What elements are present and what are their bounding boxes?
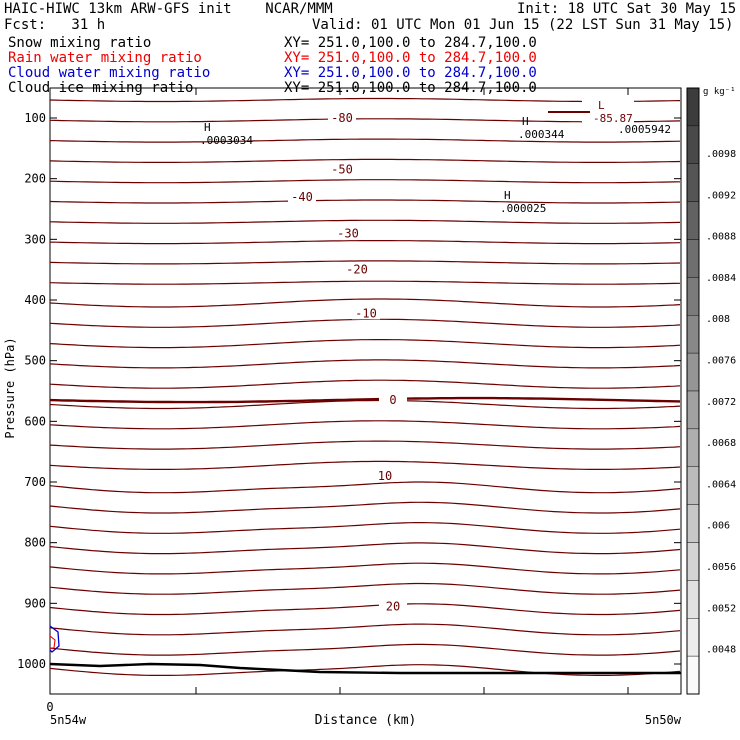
- field-xy-snow: XY= 251.0,100.0 to 284.7,100.0: [284, 35, 537, 51]
- isotherm-line: [50, 604, 680, 615]
- extremum-H-mark: H: [204, 121, 211, 134]
- isotherm-line: [50, 502, 680, 513]
- colorbar-segment: [687, 88, 699, 126]
- field-label-cloud-ice: Cloud ice mixing ratio: [8, 80, 194, 96]
- plot-frame: [50, 88, 681, 694]
- isotherm-line: [50, 281, 680, 284]
- colorbar-label: .0076: [706, 355, 737, 367]
- x-tick-label-left: 5n54w: [50, 713, 87, 727]
- contour-label-10: 10: [377, 468, 393, 483]
- colorbar-label: .006: [706, 520, 731, 532]
- y-tick-label-400: 400: [24, 293, 46, 307]
- extremum-value: .0005942: [618, 123, 671, 136]
- y-tick-label-100: 100: [24, 111, 46, 125]
- colorbar-label: .0088: [706, 231, 737, 243]
- colorbar-label: .0084: [706, 272, 737, 284]
- colorbar-label: .008: [706, 314, 731, 326]
- colorbar-unit: g kg⁻¹: [703, 87, 736, 97]
- isotherm-line: [50, 139, 680, 142]
- colorbar-label: .0048: [706, 644, 737, 656]
- isotherm-line: [50, 319, 680, 327]
- field-xy-cloud-water: XY= 251.0,100.0 to 284.7,100.0: [284, 65, 537, 81]
- x-tick-label-zero: 0: [46, 700, 54, 714]
- y-tick-label-900: 900: [24, 596, 46, 611]
- extremum-value: .000344: [518, 128, 565, 141]
- colorbar-segment: [687, 240, 699, 278]
- isotherm-line: [50, 200, 680, 203]
- contour-label--20: -20: [346, 262, 368, 277]
- contour-label--80: -80: [331, 111, 353, 125]
- x-tick-label-right: 5n50w: [644, 713, 681, 727]
- header-title: HAIC-HIWC 13km ARW-GFS init NCAR/MMM: [4, 1, 333, 17]
- contour-label--40: -40: [291, 189, 313, 204]
- isotherm-line: [50, 241, 680, 244]
- colorbar-segment: [687, 467, 699, 505]
- colorbar-label: .0098: [706, 149, 737, 160]
- contour-label--10: -10: [355, 306, 377, 321]
- colorbar-segment: [687, 126, 699, 164]
- isotherm-line: [50, 624, 680, 635]
- y-tick-label-700: 700: [24, 475, 46, 489]
- contour-group: [50, 99, 680, 676]
- colorbar-segment: [687, 202, 699, 240]
- isotherm-line: [50, 421, 680, 429]
- colorbar-label: .0092: [706, 190, 737, 202]
- field-xy-rain: XY= 251.0,100.0 to 284.7,100.0: [284, 50, 537, 66]
- extremum-L-value: -85.87: [593, 112, 633, 125]
- y-tick-label-1000: 1000: [17, 657, 46, 671]
- contour-label-0: 0: [389, 393, 397, 408]
- extremum-H-mark: H: [522, 115, 529, 128]
- extremum-value: .000025: [500, 202, 547, 215]
- contour-label-20: 20: [385, 599, 401, 614]
- contour-label--30: -30: [337, 226, 359, 241]
- rain-water-contour: [50, 636, 55, 648]
- contour-label--50: -50: [331, 162, 353, 177]
- isotherm-line: [50, 563, 680, 574]
- extremum-value: .0003034: [200, 134, 253, 147]
- isotherm-line: [50, 461, 680, 469]
- freezing-level-line: [50, 398, 680, 402]
- header-valid: Valid: 01 UTC Mon 01 Jun 15 (22 LST Sun 31 May 15): [312, 17, 734, 33]
- isotherm-line: [50, 360, 680, 368]
- y-axis-label: Pressure (hPa): [3, 337, 17, 439]
- header-forecast: Fcst: 31 h: [4, 17, 106, 33]
- colorbar-segment: [687, 505, 699, 543]
- isotherm-line: [50, 584, 680, 595]
- terrain-line: [50, 664, 681, 673]
- colorbar-segment: [687, 429, 699, 467]
- colorbar-segment: [687, 277, 699, 315]
- isotherm-line: [50, 380, 680, 388]
- colorbar-label: .0056: [706, 562, 737, 573]
- y-tick-label-500: 500: [24, 353, 46, 368]
- extremum-L-mark: L: [598, 99, 605, 112]
- colorbar-segment: [687, 618, 699, 656]
- x-axis-label: Distance (km): [314, 713, 417, 728]
- y-tick-label-300: 300: [24, 232, 46, 247]
- colorbar-segment: [687, 580, 699, 618]
- colorbar-segment: [687, 353, 699, 391]
- isotherm-line: [50, 543, 680, 554]
- colorbar-segment: [687, 315, 699, 353]
- colorbar-label: .0064: [706, 479, 737, 491]
- y-tick-label-600: 600: [24, 414, 46, 429]
- header-init: Init: 18 UTC Sat 30 May 15: [517, 1, 737, 17]
- colorbar-label: .0072: [706, 396, 737, 408]
- field-xy-cloud-ice: XY= 251.0,100.0 to 284.7,100.0: [284, 80, 537, 96]
- isotherm-line: [50, 523, 680, 534]
- extremum-H-mark: H: [504, 189, 511, 202]
- isotherm-line: [50, 180, 680, 183]
- field-label-snow: Snow mixing ratio: [8, 35, 152, 51]
- colorbar-segment: [687, 543, 699, 581]
- isotherm-line: [50, 340, 680, 348]
- field-label-cloud-water: Cloud water mixing ratio: [8, 65, 211, 81]
- isotherm-line: [50, 482, 680, 493]
- field-label-rain: Rain water mixing ratio: [8, 50, 202, 66]
- colorbar-label: .0052: [706, 603, 737, 615]
- y-tick-label-800: 800: [24, 535, 46, 550]
- colorbar-segment: [687, 656, 699, 694]
- colorbar-label: .0068: [706, 438, 737, 450]
- colorbar-segment: [687, 164, 699, 202]
- isotherm-line: [50, 644, 680, 655]
- colorbar-segment: [687, 391, 699, 429]
- isotherm-line: [50, 220, 680, 223]
- isotherm-line: [50, 441, 680, 449]
- y-tick-label-200: 200: [24, 171, 46, 186]
- isotherm-line: [50, 159, 680, 162]
